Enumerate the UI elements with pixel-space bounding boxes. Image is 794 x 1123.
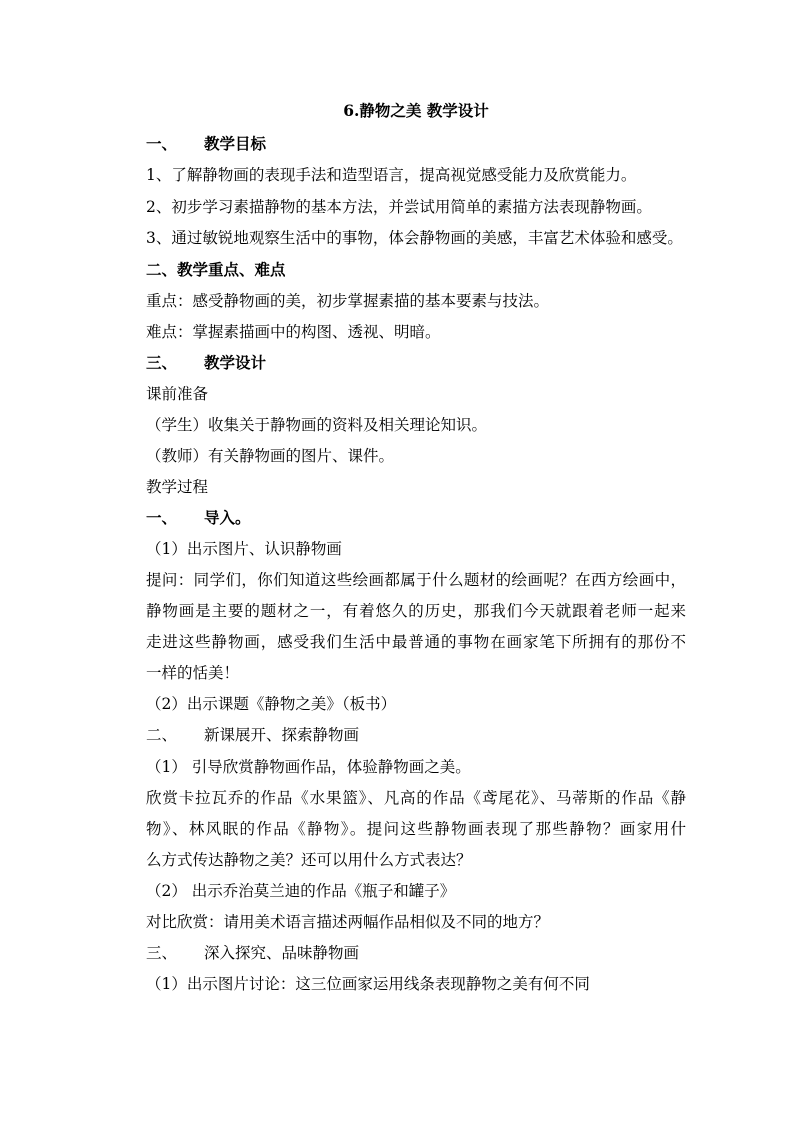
prep-student: （学生）收集关于静物画的资料及相关理论知识。 — [146, 416, 488, 434]
goal-item-1: 1、了解静物画的表现手法和造型语言，提高视觉感受能力及欣赏能力。 — [146, 166, 637, 184]
difficulty-point: 难点：掌握素描画中的构图、透视、明暗。 — [146, 323, 441, 341]
explore-step-1: （1）出示图片讨论：这三位画家运用线条表现静物之美有何不同 — [146, 975, 590, 993]
section-title: 教学设计 — [204, 353, 267, 372]
intro-step-1: （1）出示图片、认识静物画 — [146, 540, 342, 558]
question-line: 一样的恬美！ — [146, 664, 240, 682]
section-heading-1 — [146, 134, 686, 154]
process-step-heading-1 — [146, 508, 686, 528]
step-number: 二、 — [146, 726, 178, 744]
appreciation-line: 物》、林风眠的作品《静物》。提问这些静物画表现了那些静物？画家用什 — [146, 820, 686, 838]
key-point: 重点：感受静物画的美，初步掌握素描的基本要素与技法。 — [146, 292, 550, 310]
appreciation-line: 欣赏卡拉瓦乔的作品《水果篮》、凡高的作品《鸢尾花》、马蒂斯的作品《静 — [146, 789, 686, 807]
question-line: 走进这些静物画，感受我们生活中最普通的事物在画家笔下所拥有的那份不 — [146, 633, 686, 651]
question-line: 提问：同学们，你们知道这些绘画都属于什么题材的绘画呢？在西方绘画中， — [146, 571, 686, 589]
step-title: 新课展开、探索静物画 — [204, 726, 360, 744]
new-lesson-step-1: （1） 引导欣赏静物画作品，体验静物画之美。 — [146, 758, 471, 776]
question-line: 静物画是主要的题材之一，有着悠久的历史，那我们今天就跟着老师一起来 — [146, 602, 686, 620]
process-step-heading-2 — [146, 725, 686, 745]
appreciation-line: 么方式传达静物之美？还可以用什么方式表达？ — [146, 851, 472, 869]
section-number: 一、 — [146, 134, 178, 153]
section-heading-3 — [146, 353, 686, 373]
step-number: 一、 — [146, 508, 178, 527]
process-heading: 教学过程 — [146, 478, 209, 496]
step-title: 深入探究、品味静物画 — [204, 944, 360, 962]
prep-heading: 课前准备 — [146, 385, 209, 403]
step-title: 导入。 — [204, 508, 251, 527]
goal-item-2: 2、初步学习素描静物的基本方法，并尝试用简单的素描方法表现静物画。 — [146, 198, 652, 216]
goal-item-3: 3、通过敏锐地观察生活中的事物，体会静物画的美感，丰富艺术体验和感受。 — [146, 229, 683, 247]
section-heading-2: 二、教学重点、难点 — [146, 260, 286, 279]
section-title: 教学目标 — [204, 134, 267, 153]
prep-teacher: （教师）有关静物画的图片、课件。 — [146, 447, 395, 465]
step-number: 三、 — [146, 944, 178, 962]
intro-step-2: （2）出示课题《静物之美》（板书） — [146, 695, 397, 713]
document-title: 6.静物之美 教学设计 — [343, 101, 489, 120]
new-lesson-step-2: （2） 出示乔治莫兰迪的作品《瓶子和罐子》 — [146, 882, 456, 900]
section-number: 三、 — [146, 353, 178, 372]
comparison-prompt: 对比欣赏：请用美术语言描述两幅作品相似及不同的地方？ — [146, 913, 550, 931]
process-step-heading-3 — [146, 943, 686, 963]
